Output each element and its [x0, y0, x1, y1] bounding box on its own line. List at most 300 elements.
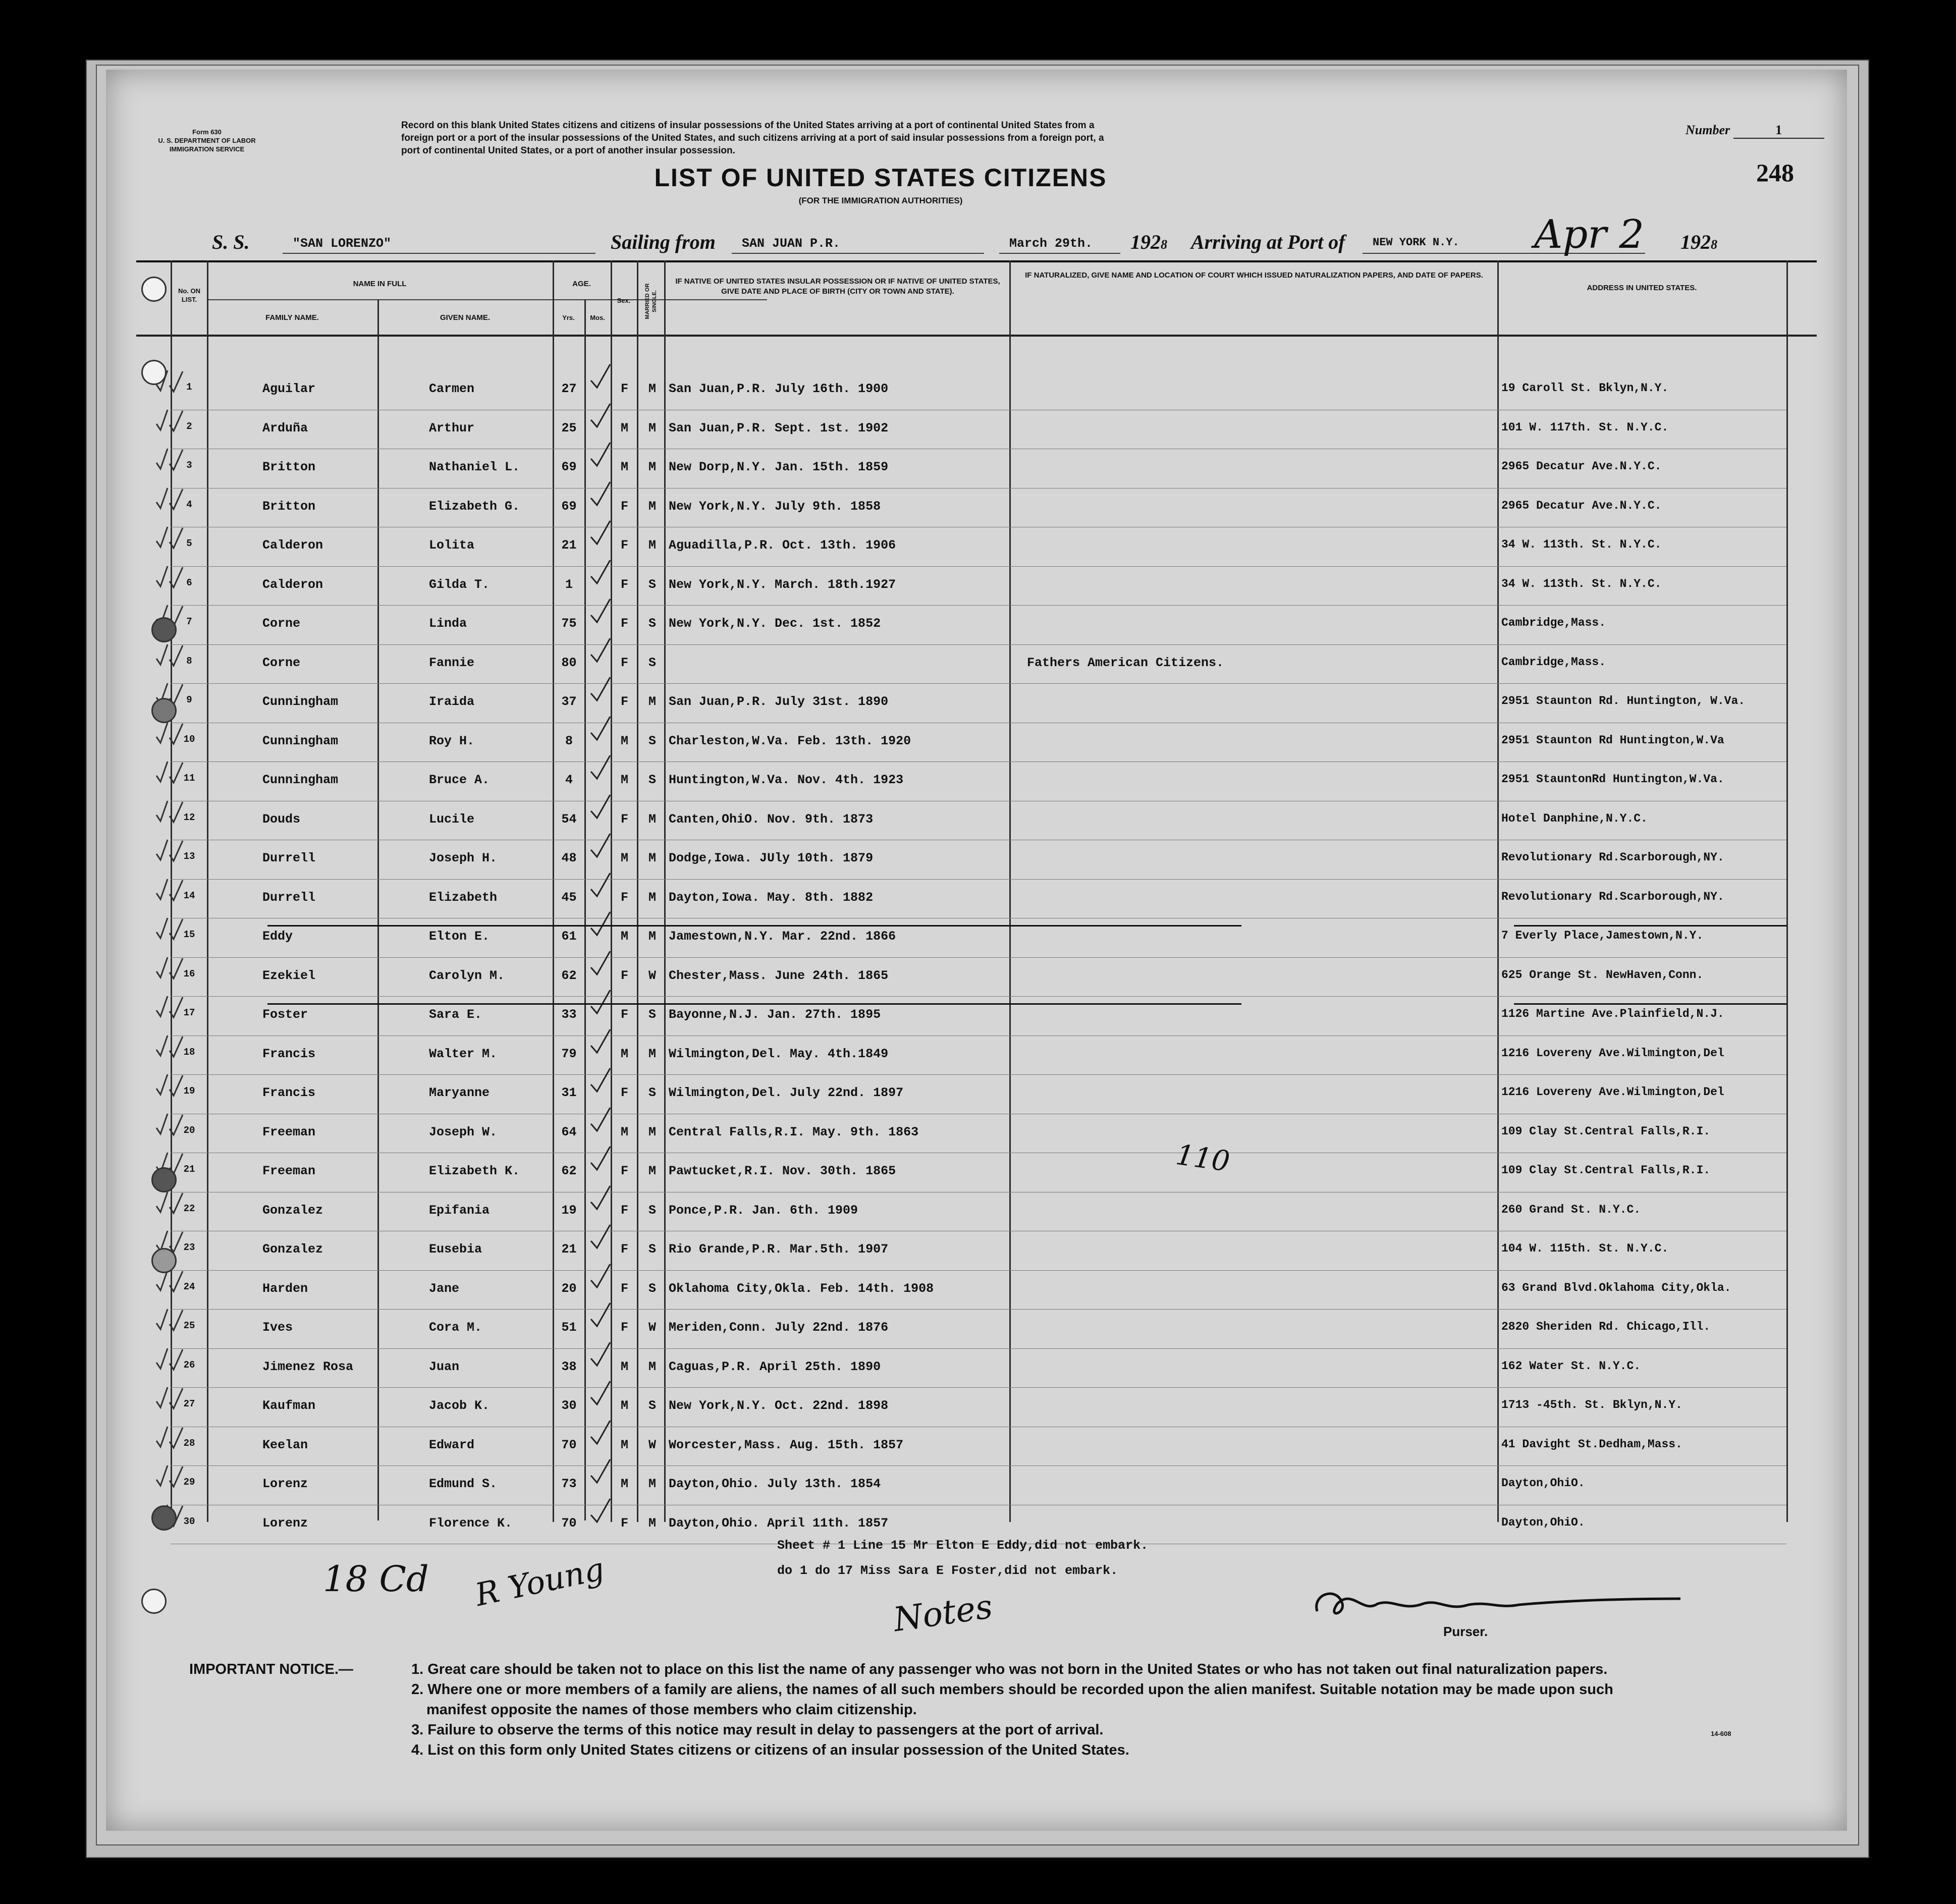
cell-age: 48 [561, 851, 577, 865]
cell-age: 62 [561, 968, 577, 983]
check-mark-icon [588, 1497, 613, 1527]
cell-family-name: Cunningham [262, 773, 339, 787]
cell-given-name: Maryanne [429, 1085, 490, 1100]
cell-given-name: Lolita [429, 538, 475, 553]
cell-marital: M [648, 382, 656, 396]
header-sex: Sex. [617, 297, 631, 304]
cell-address: Dayton,OhiO. [1501, 1477, 1585, 1490]
cell-marital: M [648, 460, 656, 474]
margin-tick-icon [152, 915, 188, 945]
check-mark-icon [588, 1106, 613, 1136]
table-row [106, 1467, 1847, 1506]
cell-marital: W [648, 1320, 656, 1335]
cell-no: 16 [183, 968, 195, 980]
cell-age: 38 [561, 1359, 577, 1374]
cell-no: 30 [183, 1515, 195, 1527]
cell-marital: M [648, 1046, 656, 1061]
cell-sex: M [620, 1124, 628, 1139]
cell-given-name: Jane [429, 1281, 460, 1296]
cell-given-name: Roy H. [429, 733, 475, 748]
table-row [106, 1038, 1847, 1076]
cell-age: 27 [561, 382, 577, 396]
cell-sex: M [620, 1359, 628, 1374]
cell-address: Revolutionary Rd.Scarborough,NY. [1501, 851, 1724, 864]
cell-age: 21 [561, 1242, 577, 1257]
margin-tick-icon [152, 1345, 188, 1376]
cell-address: 2951 Staunton Rd Huntington,W.Va [1501, 733, 1724, 747]
cell-family-name: Freeman [262, 1164, 316, 1178]
check-mark-icon [588, 636, 613, 667]
check-mark-icon [588, 753, 613, 784]
cell-given-name: Elizabeth [429, 890, 498, 905]
cell-sex: M [620, 929, 628, 944]
cell-address: 1713 -45th. St. Bklyn,N.Y. [1501, 1398, 1682, 1411]
margin-tick-icon [152, 954, 188, 985]
binder-hole-7 [151, 1505, 177, 1531]
cell-birth: Wilmington,Del. July 22nd. 1897 [669, 1085, 904, 1100]
cell-address: 109 Clay St.Central Falls,R.I. [1501, 1164, 1711, 1177]
purser-signature [1307, 1584, 1691, 1629]
cell-birth: Oklahoma City,Okla. Feb. 14th. 1908 [669, 1281, 934, 1296]
table-row [106, 1311, 1847, 1349]
cell-address: 625 Orange St. NewHaven,Conn. [1501, 968, 1704, 982]
cell-family-name: Jimenez Rosa [262, 1359, 354, 1374]
cell-marital: M [648, 929, 656, 944]
check-mark-icon [588, 675, 613, 705]
cell-family-name: Harden [262, 1281, 308, 1296]
cell-address: 34 W. 113th. St. N.Y.C. [1501, 538, 1662, 551]
cell-marital: M [648, 499, 656, 514]
cell-no: 24 [183, 1281, 195, 1292]
cell-family-name: Gonzalez [262, 1242, 323, 1257]
cell-no: 4 [186, 499, 192, 510]
cell-sex: F [620, 616, 628, 631]
cell-sex: F [620, 1242, 628, 1257]
cell-address: 2820 Sheriden Rd. Chicago,Ill. [1501, 1320, 1711, 1333]
margin-tick-icon [152, 641, 188, 672]
cell-given-name: Edward [429, 1437, 475, 1452]
cell-age: 30 [561, 1398, 577, 1413]
page-title: LIST OF UNITED STATES CITIZENS [654, 164, 1107, 192]
check-mark-icon [588, 1184, 613, 1214]
ship-underline [283, 253, 595, 254]
cell-no: 6 [186, 577, 192, 588]
margin-tick-icon [152, 524, 188, 554]
check-mark-icon [588, 793, 613, 823]
cell-marital: M [648, 694, 656, 709]
cell-sex: F [620, 1203, 628, 1218]
table-row [106, 764, 1847, 802]
table-row [106, 725, 1847, 763]
year-label [1130, 230, 1167, 254]
cell-marital: S [648, 1242, 656, 1257]
strike-row-15-address [1514, 925, 1786, 927]
cell-address: Hotel Danphine,N.Y.C. [1501, 811, 1648, 825]
cell-family-name: Arduña [262, 420, 308, 436]
cell-given-name: Eusebia [429, 1242, 482, 1257]
date-underline [999, 253, 1120, 254]
from-underline [732, 253, 984, 254]
number-value: 1 [1733, 123, 1824, 139]
cell-address: 7 Everly Place,Jamestown,N.Y. [1501, 929, 1704, 942]
cell-birth: New York,N.Y. March. 18th.1927 [669, 577, 896, 592]
header-name-in-full: NAME IN FULL [353, 280, 407, 288]
header-married: MARRIED OR SINGLE. [644, 283, 658, 319]
notice-item-2: 2. Where one or more members of a family are aliens, the names of all such members should be recorded upon the alien manifest. Suitable notation may be made upon such [411, 1681, 1613, 1698]
cell-family-name: Freeman [262, 1124, 316, 1139]
margin-tick-icon [152, 876, 188, 906]
cell-given-name: Sara E. [429, 1007, 482, 1022]
cell-sex: F [620, 1164, 628, 1178]
cell-no: 22 [183, 1203, 195, 1214]
page-stamp: 248 [1756, 158, 1794, 187]
table-row [106, 451, 1847, 489]
cell-family-name: Foster [262, 1007, 308, 1022]
cell-given-name: Lucile [429, 811, 475, 827]
hand-initials: 18 Cd [323, 1558, 429, 1600]
cell-birth: Huntington,W.Va. Nov. 4th. 1923 [669, 773, 904, 787]
cell-sex: F [620, 890, 628, 905]
cell-sex: F [620, 1320, 628, 1335]
margin-tick-icon [152, 1111, 188, 1141]
cell-address: 109 Clay St.Central Falls,R.I. [1501, 1124, 1711, 1138]
cell-age: 69 [561, 460, 577, 474]
cell-sex: F [620, 499, 628, 514]
cell-age: 70 [561, 1515, 577, 1531]
cell-sex: M [620, 1437, 628, 1452]
cell-age: 69 [561, 499, 577, 514]
cell-family-name: Calderon [262, 538, 323, 553]
margin-tick-icon [152, 563, 188, 593]
cell-marital: S [648, 1085, 656, 1100]
cell-marital: S [648, 733, 656, 748]
notice-heading [189, 1659, 353, 1679]
cell-family-name: Douds [262, 811, 301, 827]
table-row [106, 412, 1847, 450]
cell-marital: M [648, 811, 656, 827]
table-row [106, 372, 1847, 411]
cell-naturalization: Fathers American Citizens. [1027, 655, 1224, 670]
cell-no: 5 [186, 538, 192, 549]
cell-birth: New York,N.Y. July 9th. 1858 [669, 499, 881, 514]
check-mark-icon [588, 1419, 613, 1449]
sailing-label: Sailing from [611, 231, 716, 253]
arrival-port: NEW YORK N.Y. [1373, 236, 1459, 249]
sail-date: March 29th. [1009, 236, 1093, 251]
cell-birth: San Juan,P.R. July 31st. 1890 [669, 694, 889, 709]
cell-birth: Worcester,Mass. Aug. 15th. 1857 [669, 1437, 904, 1452]
arrival-date-hand: Apr 2 [1534, 212, 1644, 257]
check-mark-icon [588, 597, 613, 627]
cell-family-name: Lorenz [262, 1515, 308, 1531]
cell-address: 2951 Staunton Rd. Huntington, W.Va. [1501, 694, 1746, 708]
margin-tick-icon [152, 446, 188, 476]
check-mark-icon [588, 871, 613, 901]
cell-no: 15 [183, 929, 195, 940]
cell-marital: M [648, 1477, 656, 1491]
cell-no: 8 [186, 655, 192, 667]
cell-sex: F [620, 694, 628, 709]
cell-birth: Ponce,P.R. Jan. 6th. 1909 [669, 1203, 858, 1218]
cell-age: 4 [565, 773, 573, 787]
check-mark-icon [588, 441, 613, 471]
cell-age: 62 [561, 1164, 577, 1178]
check-mark-icon [588, 1066, 613, 1097]
cell-sex: F [620, 968, 628, 983]
header-no: No. ON LIST. [178, 287, 201, 303]
cell-sex: F [620, 1281, 628, 1296]
cell-sex: F [620, 811, 628, 827]
cell-birth: New Dorp,N.Y. Jan. 15th. 1859 [669, 460, 889, 474]
cell-family-name: Francis [262, 1085, 316, 1100]
record-note-line-2: foreign port or a port of the insular possessions of the United States, and such citizens arriving at a port of said insular possessions from a foreign port, a [401, 133, 1104, 143]
cell-marital: S [648, 655, 656, 670]
check-mark-icon [588, 558, 613, 588]
cell-address: 2951 StauntonRd Huntington,W.Va. [1501, 773, 1724, 786]
cell-marital: S [648, 1007, 656, 1022]
cell-address: Revolutionary Rd.Scarborough,NY. [1501, 890, 1724, 903]
table-row [106, 607, 1847, 645]
cell-given-name: Florence K. [429, 1515, 513, 1531]
cell-age: 19 [561, 1203, 577, 1218]
cell-family-name: Durrell [262, 890, 316, 905]
cell-sex: M [620, 1398, 628, 1413]
cell-age: 61 [561, 929, 577, 944]
cell-age: 20 [561, 1281, 577, 1296]
cell-sex: M [620, 1477, 628, 1491]
cell-no: 7 [186, 616, 192, 627]
cell-address: Cambridge,Mass. [1501, 655, 1606, 669]
margin-tick-icon [152, 1306, 188, 1336]
cell-marital: M [648, 1164, 656, 1178]
cell-no: 17 [183, 1007, 195, 1018]
year-digit: 8 [1161, 237, 1167, 252]
cell-no: 1 [186, 382, 192, 393]
cell-birth: Rio Grande,P.R. Mar.5th. 1907 [669, 1242, 889, 1257]
cell-address: 101 W. 117th. St. N.Y.C. [1501, 420, 1669, 434]
cell-age: 33 [561, 1007, 577, 1022]
cell-no: 9 [186, 694, 192, 705]
table-row [106, 685, 1847, 724]
cell-family-name: Ezekiel [262, 968, 316, 983]
cell-age: 64 [561, 1124, 577, 1139]
cell-age: 25 [561, 420, 577, 436]
table-row [106, 881, 1847, 919]
cell-birth: Dayton,Ohio. July 13th. 1854 [669, 1477, 881, 1491]
table-row [106, 803, 1847, 841]
cell-age: 1 [565, 577, 573, 592]
cell-given-name: Jacob K. [429, 1398, 490, 1413]
header-mos: Mos. [590, 314, 605, 321]
page-subtitle: (FOR THE IMMIGRATION AUTHORITIES) [798, 196, 963, 205]
header-family-name: FAMILY NAME. [265, 313, 319, 322]
header-yrs: Yrs. [562, 314, 575, 321]
ss-label: S. S. [212, 231, 250, 253]
check-mark-icon [588, 1262, 613, 1292]
not-embarked-note-2: do 1 do 17 Miss Sara E Foster,did not embark. [777, 1563, 1118, 1578]
cell-address: 1216 Lovereny Ave.Wilmington,Del [1501, 1046, 1724, 1060]
cell-given-name: Linda [429, 616, 467, 631]
notice-item-4: 4. List on this form only United States citizens or citizens of an insular possession of the United States. [411, 1742, 1129, 1758]
cell-family-name: Aguilar [262, 382, 316, 396]
table-row [106, 1272, 1847, 1311]
cell-family-name: Calderon [262, 577, 323, 592]
cell-given-name: Arthur [429, 420, 475, 436]
table-row [106, 959, 1847, 998]
cell-given-name: Joseph H. [429, 851, 498, 865]
number-label: Number [1686, 123, 1730, 137]
cell-address: Cambridge,Mass. [1501, 616, 1606, 629]
cell-sex: M [620, 460, 628, 474]
cell-no: 12 [183, 811, 195, 823]
cell-birth: Chester,Mass. June 24th. 1865 [669, 968, 889, 983]
cell-given-name: Juan [429, 1359, 460, 1374]
notice-item-1: 1. Great care should be taken not to place on this list the name of any passenger who was not born in the United States or who has not taken out final naturalization papers. [411, 1661, 1608, 1677]
cell-given-name: Bruce A. [429, 773, 490, 787]
check-mark-icon [588, 1145, 613, 1175]
cell-age: 80 [561, 655, 577, 670]
cell-birth: Caguas,P.R. April 25th. 1890 [669, 1359, 881, 1374]
cell-birth: Dayton,Iowa. May. 8th. 1882 [669, 890, 874, 905]
hand-signature-young: R Young [472, 1550, 608, 1614]
from-port: SAN JUAN P.R. [742, 236, 841, 251]
cell-birth: Jamestown,N.Y. Mar. 22nd. 1866 [669, 929, 896, 944]
header-bottom-rule [136, 335, 1817, 337]
cell-sex: F [620, 1085, 628, 1100]
header-given-name: GIVEN NAME. [440, 313, 491, 322]
cell-given-name: Edmund S. [429, 1477, 498, 1491]
strike-row-15 [267, 925, 1241, 927]
cell-age: 45 [561, 890, 577, 905]
form-number: Form 630 [192, 128, 222, 136]
cell-address: 63 Grand Blvd.Oklahoma City,Okla. [1501, 1281, 1731, 1294]
binder-hole-8 [141, 1589, 167, 1614]
manifest-sheet [106, 70, 1847, 1831]
cell-birth: New York,N.Y. Oct. 22nd. 1898 [669, 1398, 889, 1413]
cell-marital: M [648, 1515, 656, 1531]
cell-birth: Pawtucket,R.I. Nov. 30th. 1865 [669, 1164, 896, 1178]
year-prefix: 192 [1130, 231, 1161, 253]
cell-address: 34 W. 113th. St. N.Y.C. [1501, 577, 1662, 590]
arriving-label: Arriving at Port of [1191, 231, 1345, 253]
cell-address: 2965 Decatur Ave.N.Y.C. [1501, 499, 1662, 512]
header-naturalized: IF NATURALIZED, GIVE NAME AND LOCATION OF COURT WHICH ISSUED NATURALIZATION PAPERS, AND DATE OF PAPERS. [1025, 271, 1483, 280]
cell-no: 11 [183, 773, 195, 784]
cell-no: 3 [186, 460, 192, 471]
check-mark-icon [588, 1379, 613, 1409]
cell-birth: Bayonne,N.J. Jan. 27th. 1895 [669, 1007, 881, 1022]
cell-birth: Dodge,Iowa. JUly 10th. 1879 [669, 851, 874, 865]
cell-sex: F [620, 382, 628, 396]
cell-age: 8 [565, 733, 573, 748]
cell-marital: W [648, 1437, 656, 1452]
not-embarked-note-1: Sheet # 1 Line 15 Mr Elton E Eddy,did not embark. [777, 1538, 1149, 1553]
cell-family-name: Corne [262, 655, 301, 670]
table-row [106, 1350, 1847, 1389]
check-mark-icon [588, 480, 613, 510]
notice-heading-text: IMPORTANT NOTICE. [189, 1661, 339, 1677]
margin-tick-icon [152, 485, 188, 515]
cell-given-name: Carolyn M. [429, 968, 505, 983]
cell-given-name: Fannie [429, 655, 475, 670]
binder-hole-3 [151, 617, 177, 642]
cell-address: 1216 Lovereny Ave.Wilmington,Del [1501, 1085, 1724, 1099]
cell-given-name: Epifania [429, 1203, 490, 1218]
cell-sex: M [620, 1046, 628, 1061]
notice-dash: — [338, 1661, 353, 1677]
cell-marital: S [648, 616, 656, 631]
margin-tick-icon [152, 1071, 188, 1102]
margin-tick-icon [152, 798, 188, 828]
header-age: AGE. [572, 280, 591, 288]
cell-no: 18 [183, 1046, 195, 1058]
cell-family-name: Cunningham [262, 733, 339, 748]
cell-marital: M [648, 890, 656, 905]
record-note [401, 119, 1643, 157]
record-note-line-3: port of continental United States, or a port of another insular possession. [401, 145, 735, 156]
table-row [106, 842, 1847, 880]
arrival-year-digit: 8 [1711, 237, 1717, 252]
cell-family-name: Kaufman [262, 1398, 316, 1413]
cell-address: 1126 Martine Ave.Plainfield,N.J. [1501, 1007, 1724, 1020]
check-mark-icon [588, 715, 613, 745]
check-mark-icon [588, 1223, 613, 1253]
cell-no: 10 [183, 733, 195, 745]
purser-label: Purser. [1443, 1624, 1488, 1639]
cell-birth: San Juan,P.R. Sept. 1st. 1902 [669, 420, 889, 436]
cell-age: 51 [561, 1320, 577, 1335]
cell-no: 19 [183, 1085, 195, 1097]
cell-sex: F [620, 1007, 628, 1022]
cell-sex: M [620, 420, 628, 436]
cell-age: 37 [561, 694, 577, 709]
cell-age: 21 [561, 538, 577, 553]
check-mark-icon [588, 402, 613, 432]
cell-given-name: Carmen [429, 382, 475, 396]
check-mark-icon [588, 832, 613, 862]
cell-sex: F [620, 577, 628, 592]
cell-age: 31 [561, 1085, 577, 1100]
service-label: IMMIGRATION SERVICE [169, 145, 245, 153]
table-row [106, 529, 1847, 567]
cell-marital: S [648, 1203, 656, 1218]
cell-address: Dayton,OhiO. [1501, 1515, 1585, 1529]
table-row [106, 1389, 1847, 1428]
table-row [106, 646, 1847, 685]
cell-marital: M [648, 538, 656, 553]
margin-tick-icon [152, 758, 188, 789]
ship-name: "SAN LORENZO" [293, 236, 392, 251]
table-row [106, 1233, 1847, 1271]
cell-birth: Canten,OhiO. Nov. 9th. 1873 [669, 811, 874, 827]
cell-sex: M [620, 851, 628, 865]
form-code: 14-608 [1711, 1730, 1731, 1737]
table-row [106, 568, 1847, 607]
cell-given-name: Elizabeth G. [429, 499, 520, 514]
record-note-line-1: Record on this blank United States citizens and citizens of insular possessions of the United States arriving at a port of continental United States from a [401, 120, 1095, 131]
cell-given-name: Elizabeth K. [429, 1164, 520, 1178]
cell-no: 23 [183, 1242, 195, 1253]
cell-age: 75 [561, 616, 577, 631]
header-address: ADDRESS IN UNITED STATES. [1587, 284, 1697, 292]
binder-hole-1 [141, 277, 167, 302]
cell-no: 13 [183, 851, 195, 862]
cell-family-name: Britton [262, 460, 316, 474]
cell-sex: M [620, 773, 628, 787]
cell-given-name: Nathaniel L. [429, 460, 520, 474]
cell-sex: M [620, 733, 628, 748]
cell-given-name: Iraida [429, 694, 475, 709]
